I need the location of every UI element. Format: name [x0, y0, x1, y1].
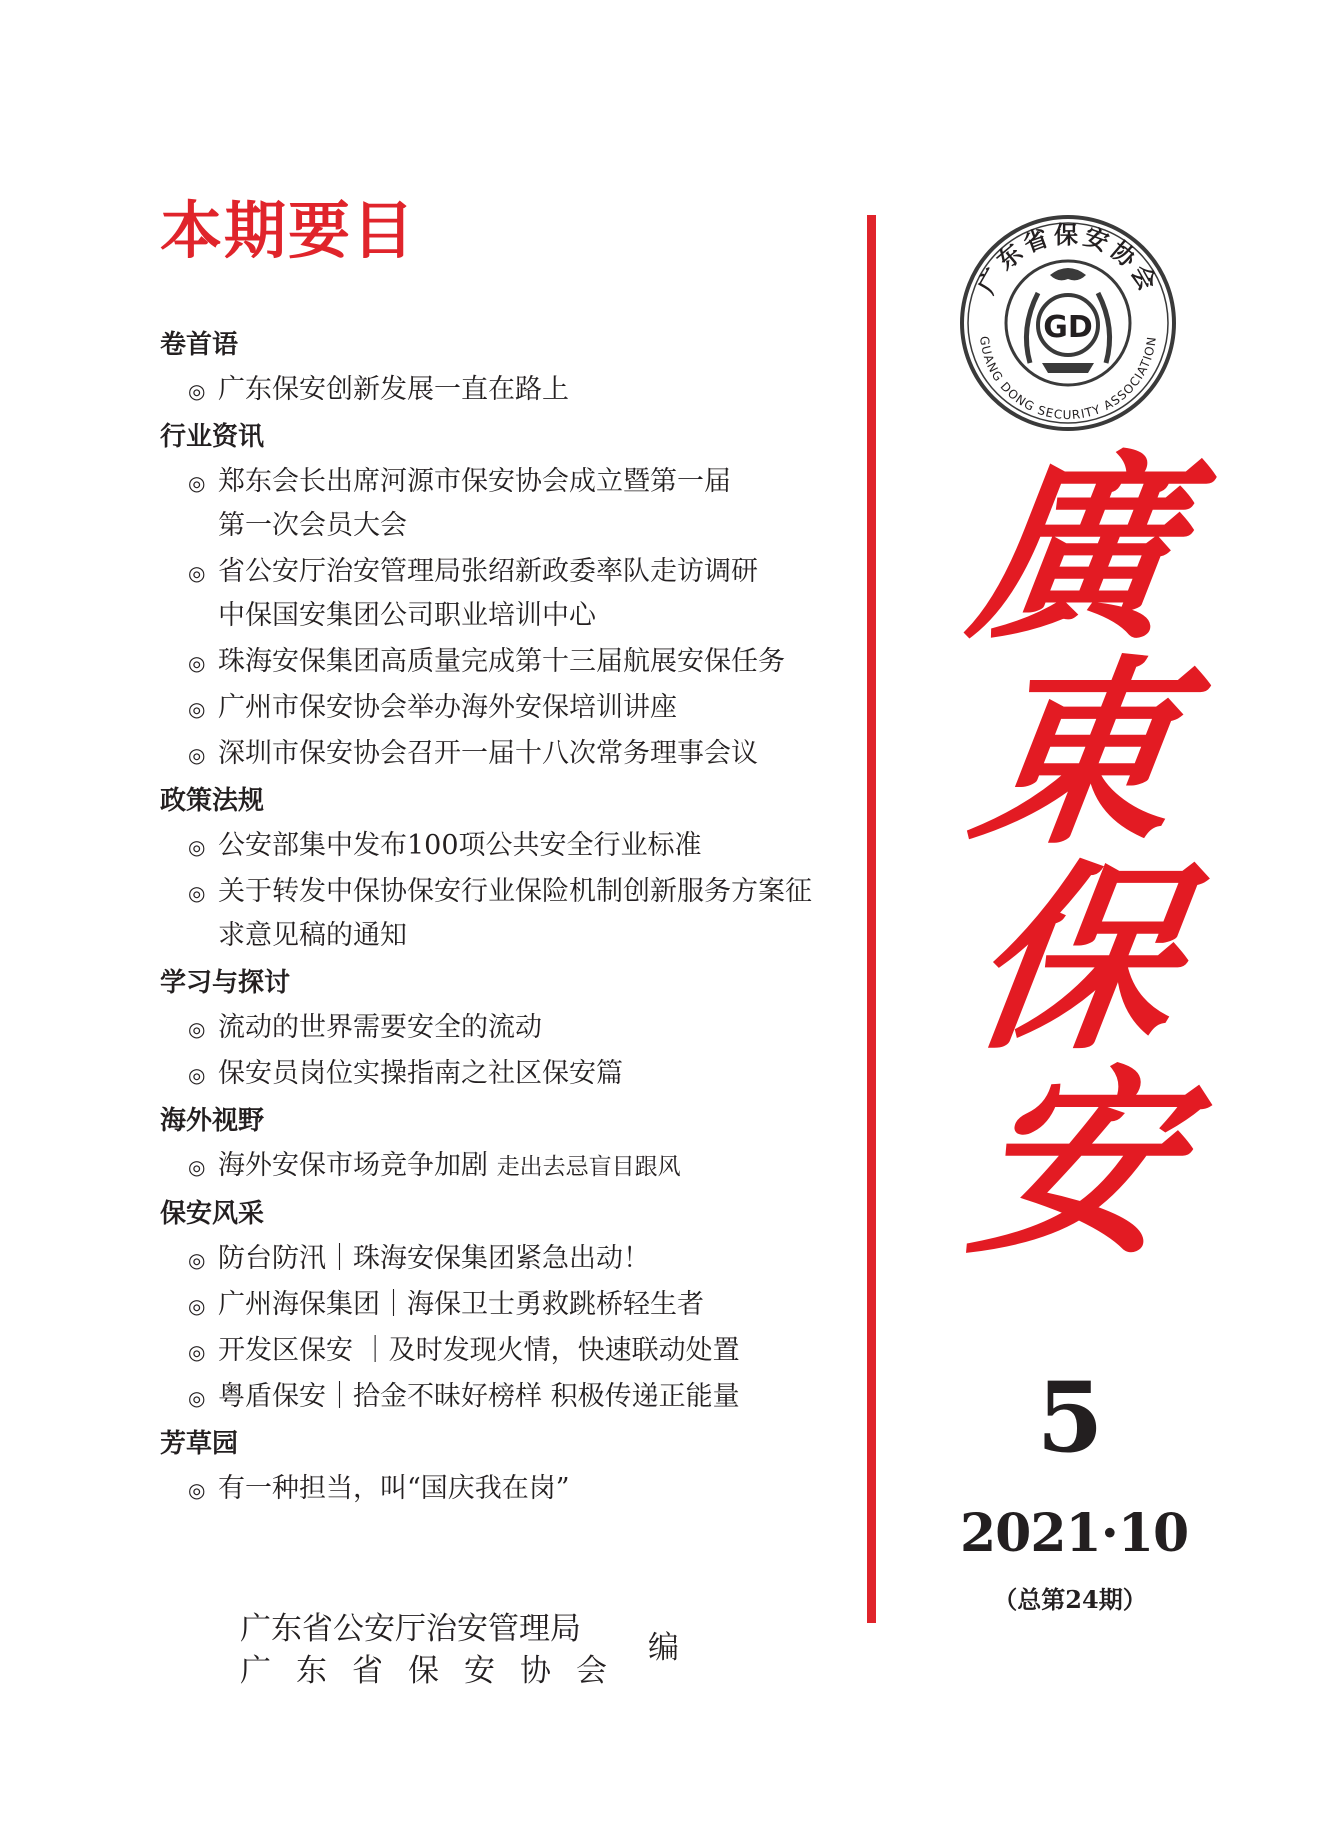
toc-item-text: 郑东会长出席河源市保安协会成立暨第一届 [218, 466, 731, 497]
edited-by-label: 编 [648, 1630, 679, 1666]
bullet-icon: ◎ [188, 1478, 206, 1502]
toc-section [160, 414, 860, 776]
toc-item[interactable] [160, 640, 860, 684]
toc-section-heading: 政策法规 [160, 786, 265, 816]
toc-item-text: 深圳市保安协会召开一届十八次常务理事会议 [218, 738, 758, 769]
issue-date: 2021·10 [960, 1503, 1189, 1564]
publishers [240, 1608, 632, 1692]
bullet-icon: ◎ [188, 1386, 206, 1410]
toc-item[interactable] [160, 550, 860, 638]
toc-item-text: 求意见稿的通知 [218, 920, 407, 951]
toc-item-text: 第一次会员大会 [218, 510, 407, 541]
bullet-icon: ◎ [188, 651, 206, 675]
bullet-icon: ◎ [188, 1063, 206, 1087]
toc-section-heading: 芳草园 [160, 1429, 239, 1459]
toc-item-text: 有一种担当，叫“国庆我在岗” [218, 1473, 570, 1504]
bullet-icon: ◎ [188, 379, 206, 403]
toc-section [160, 778, 860, 958]
toc-item[interactable] [160, 1283, 860, 1327]
table-of-contents [160, 320, 860, 1511]
issue-total: （总第24期） [993, 1585, 1147, 1614]
toc-item[interactable] [160, 1467, 860, 1511]
toc-item-text: 保安员岗位实操指南之社区保安篇 [218, 1058, 623, 1089]
logo-ring-text-en: GUANG DONG SECURITY ASSOCIATION [977, 335, 1159, 423]
toc-item-text: 流动的世界需要安全的流动 [218, 1012, 542, 1043]
toc-item[interactable] [160, 732, 860, 776]
toc-item-text: 广东保安创新发展一直在路上 [218, 374, 569, 405]
toc-item-text: 公安部集中发布100项公共安全行业标准 [218, 830, 702, 861]
toc-item-text: 广州海保集团｜海保卫士勇救跳桥轻生者 [218, 1289, 704, 1320]
toc-section [160, 1098, 860, 1189]
toc-item-subtitle: 走出去忌盲目跟风 [496, 1154, 681, 1180]
toc-item-text: 防台防汛｜珠海安保集团紧急出动！ [218, 1243, 650, 1274]
bullet-icon: ◎ [188, 881, 206, 905]
masthead-char: 東 [958, 637, 1192, 872]
bullet-icon: ◎ [188, 1017, 206, 1041]
masthead-char: 保 [958, 842, 1192, 1077]
toc-item[interactable] [160, 824, 860, 868]
association-logo [958, 213, 1178, 433]
toc-item-text: 关于转发中保协保安行业保险机制创新服务方案征 [218, 876, 812, 907]
toc-item-text: 粤盾保安｜拾金不昧好榜样 积极传递正能量 [218, 1381, 740, 1412]
toc-section [160, 960, 860, 1096]
masthead-char: 安 [958, 1047, 1192, 1282]
bullet-icon: ◎ [188, 835, 206, 859]
toc-item-text: 珠海安保集团高质量完成第十三届航展安保任务 [218, 646, 785, 677]
logo-emblem-text: GD [1043, 310, 1093, 345]
bullet-icon: ◎ [188, 1155, 206, 1179]
toc-section-heading: 卷首语 [160, 330, 239, 360]
logo-ring-text-cn: 广东省保安协会 [972, 221, 1164, 299]
toc-section [160, 1191, 860, 1419]
toc-item[interactable] [160, 1375, 860, 1419]
toc-section [160, 322, 860, 412]
toc-section-heading: 海外视野 [160, 1106, 265, 1136]
bullet-icon: ◎ [188, 561, 206, 585]
masthead-title [958, 432, 1192, 1282]
toc-section-heading: 学习与探讨 [160, 968, 291, 998]
bullet-icon: ◎ [188, 471, 206, 495]
issue-number: 5 [1036, 1361, 1104, 1474]
toc-section-heading: 行业资讯 [160, 422, 265, 452]
toc-item[interactable] [160, 460, 860, 548]
toc-item[interactable] [160, 1006, 860, 1050]
bullet-icon: ◎ [188, 697, 206, 721]
toc-item[interactable] [160, 1144, 860, 1189]
red-vertical-rule [867, 215, 876, 1623]
publisher-name: 广东省保安协会 [240, 1653, 632, 1689]
toc-item[interactable] [160, 368, 860, 412]
bullet-icon: ◎ [188, 743, 206, 767]
toc-item[interactable] [160, 870, 860, 958]
toc-section [160, 1421, 860, 1511]
contents-title: 本期要目 [160, 194, 417, 267]
toc-item-text: 广州市保安协会举办海外安保培训讲座 [218, 692, 677, 723]
masthead-char: 廣 [958, 432, 1192, 667]
toc-item-text: 海外安保市场竞争加剧 走出去忌盲目跟风 [218, 1150, 681, 1181]
bullet-icon: ◎ [188, 1248, 206, 1272]
toc-item[interactable] [160, 1052, 860, 1096]
toc-item-text: 开发区保安 ｜及时发现火情，快速联动处置 [218, 1335, 740, 1366]
toc-section-heading: 保安风采 [160, 1199, 265, 1229]
bullet-icon: ◎ [188, 1294, 206, 1318]
toc-item[interactable] [160, 686, 860, 730]
bullet-icon: ◎ [188, 1340, 206, 1364]
toc-item[interactable] [160, 1329, 860, 1373]
toc-item[interactable] [160, 1237, 860, 1281]
publisher-name: 广东省公安厅治安管理局 [240, 1611, 581, 1647]
toc-item-text: 省公安厅治安管理局张绍新政委率队走访调研 [218, 556, 758, 587]
toc-item-text: 中保国安集团公司职业培训中心 [218, 600, 596, 631]
